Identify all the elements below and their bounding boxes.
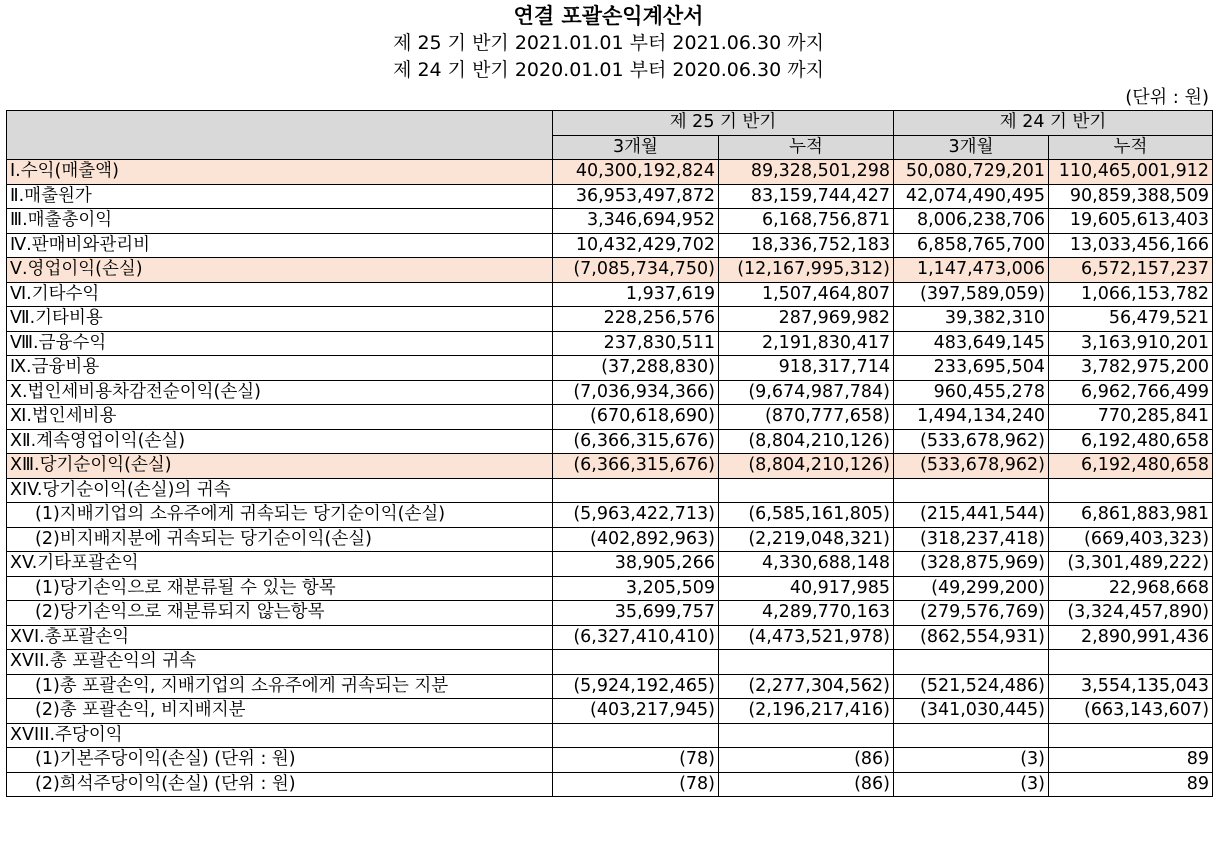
row-label: Ⅸ.금융비용 <box>7 356 553 381</box>
current-cumulative-value: 4,289,770,163 <box>719 601 894 626</box>
prior-cumulative-value: 6,962,766,499 <box>1049 380 1213 405</box>
current-3m-value: (5,924,192,465) <box>553 674 719 699</box>
header-prior-3m: 3개월 <box>894 135 1049 160</box>
current-3m-value: (5,963,422,713) <box>553 503 719 528</box>
prior-3m-value <box>894 478 1049 503</box>
table-row <box>7 748 1213 773</box>
current-3m-value: (7,036,934,366) <box>553 380 719 405</box>
row-label: (1)총 포괄손익, 지배기업의 소유주에게 귀속되는 지분 <box>7 674 553 699</box>
prior-3m-value: (49,299,200) <box>894 576 1049 601</box>
table-row <box>7 160 1213 185</box>
prior-cumulative-value: 770,285,841 <box>1049 405 1213 430</box>
current-cumulative-value: (4,473,521,978) <box>719 625 894 650</box>
current-3m-value: (7,085,734,750) <box>553 258 719 283</box>
prior-cumulative-value: 22,968,668 <box>1049 576 1213 601</box>
current-cumulative-value: (12,167,995,312) <box>719 258 894 283</box>
current-cumulative-value: 2,191,830,417 <box>719 331 894 356</box>
prior-cumulative-value: 3,782,975,200 <box>1049 356 1213 381</box>
current-3m-value <box>553 650 719 675</box>
current-cumulative-value: (2,196,217,416) <box>719 699 894 724</box>
row-label: Ⅰ.수익(매출액) <box>7 160 553 185</box>
current-3m-value: (670,618,690) <box>553 405 719 430</box>
table-row <box>7 478 1213 503</box>
table-row <box>7 209 1213 234</box>
row-label: (1)지배기업의 소유주에게 귀속되는 당기순이익(손실) <box>7 503 553 528</box>
header-account-cell <box>7 111 553 160</box>
current-cumulative-value: (86) <box>719 748 894 773</box>
current-3m-value: (37,288,830) <box>553 356 719 381</box>
table-row <box>7 503 1213 528</box>
table-row <box>7 601 1213 626</box>
prior-3m-value: (533,678,962) <box>894 454 1049 479</box>
prior-3m-value: (533,678,962) <box>894 429 1049 454</box>
current-cumulative-value: 1,507,464,807 <box>719 282 894 307</box>
row-label: Ⅱ.매출원가 <box>7 184 553 209</box>
prior-cumulative-value: 6,861,883,981 <box>1049 503 1213 528</box>
current-3m-value: (78) <box>553 772 719 797</box>
income-statement-table <box>6 110 1213 797</box>
row-label: Ⅲ.매출총이익 <box>7 209 553 234</box>
prior-3m-value <box>894 723 1049 748</box>
prior-period-range: 제 24 기 반기 2020.01.01 부터 2020.06.30 까지 <box>393 59 824 81</box>
current-cumulative-value: 287,969,982 <box>719 307 894 332</box>
table-row <box>7 356 1213 381</box>
table-row <box>7 258 1213 283</box>
prior-3m-value: (3) <box>894 748 1049 773</box>
prior-3m-value: 8,006,238,706 <box>894 209 1049 234</box>
row-label: ⅩⅢ.당기순이익(손실) <box>7 454 553 479</box>
current-cumulative-value <box>719 650 894 675</box>
prior-3m-value: 1,494,134,240 <box>894 405 1049 430</box>
header-current-3m: 3개월 <box>553 135 719 160</box>
prior-3m-value: (318,237,418) <box>894 527 1049 552</box>
current-3m-value <box>553 478 719 503</box>
row-label: (2)총 포괄손익, 비지배지분 <box>7 699 553 724</box>
current-cumulative-value: (870,777,658) <box>719 405 894 430</box>
prior-3m-value: (341,030,445) <box>894 699 1049 724</box>
header-current-period: 제 25 기 반기 <box>553 111 894 136</box>
prior-cumulative-value: 13,033,456,166 <box>1049 233 1213 258</box>
current-cumulative-value: (8,804,210,126) <box>719 454 894 479</box>
row-label: XVIII.주당이익 <box>7 723 553 748</box>
table-row <box>7 772 1213 797</box>
table-row <box>7 625 1213 650</box>
current-3m-value: 3,346,694,952 <box>553 209 719 234</box>
prior-cumulative-value: (3,301,489,222) <box>1049 552 1213 577</box>
table-row <box>7 552 1213 577</box>
header-prior-period: 제 24 기 반기 <box>894 111 1213 136</box>
prior-cumulative-value: 89 <box>1049 772 1213 797</box>
row-label: (2)비지배지분에 귀속되는 당기순이익(손실) <box>7 527 553 552</box>
current-cumulative-value <box>719 478 894 503</box>
current-3m-value: 228,256,576 <box>553 307 719 332</box>
current-3m-value: (6,327,410,410) <box>553 625 719 650</box>
table-row <box>7 405 1213 430</box>
current-3m-value: (403,217,945) <box>553 699 719 724</box>
prior-cumulative-value <box>1049 723 1213 748</box>
current-3m-value: 1,937,619 <box>553 282 719 307</box>
current-period-range: 제 25 기 반기 2021.01.01 부터 2021.06.30 까지 <box>393 32 824 54</box>
current-cumulative-value: 89,328,501,298 <box>719 160 894 185</box>
current-3m-value: 237,830,511 <box>553 331 719 356</box>
prior-3m-value: 6,858,765,700 <box>894 233 1049 258</box>
statement-title: 연결 포괄손익계산서 <box>513 4 704 28</box>
table-row <box>7 233 1213 258</box>
current-3m-value: 10,432,429,702 <box>553 233 719 258</box>
prior-cumulative-value: (3,324,457,890) <box>1049 601 1213 626</box>
row-label: XVI.총포괄손익 <box>7 625 553 650</box>
prior-cumulative-value: 6,192,480,658 <box>1049 429 1213 454</box>
current-cumulative-value <box>719 723 894 748</box>
table-row <box>7 723 1213 748</box>
current-cumulative-value: (2,277,304,562) <box>719 674 894 699</box>
row-label: Ⅹ.법인세비용차감전순이익(손실) <box>7 380 553 405</box>
prior-cumulative-value: (663,143,607) <box>1049 699 1213 724</box>
table-row <box>7 527 1213 552</box>
current-cumulative-value: (6,585,161,805) <box>719 503 894 528</box>
prior-cumulative-value: (669,403,323) <box>1049 527 1213 552</box>
prior-3m-value: (397,589,059) <box>894 282 1049 307</box>
current-3m-value: 35,699,757 <box>553 601 719 626</box>
prior-3m-value: (521,524,486) <box>894 674 1049 699</box>
prior-3m-value: 39,382,310 <box>894 307 1049 332</box>
header-prior-cumulative: 누적 <box>1049 135 1213 160</box>
current-3m-value: (6,366,315,676) <box>553 454 719 479</box>
current-cumulative-value: 18,336,752,183 <box>719 233 894 258</box>
prior-3m-value: (3) <box>894 772 1049 797</box>
current-3m-value: 40,300,192,824 <box>553 160 719 185</box>
row-label: (1)당기손익으로 재분류될 수 있는 항목 <box>7 576 553 601</box>
table-row <box>7 380 1213 405</box>
prior-3m-value <box>894 650 1049 675</box>
table-row <box>7 650 1213 675</box>
table-row <box>7 454 1213 479</box>
prior-cumulative-value: 110,465,001,912 <box>1049 160 1213 185</box>
prior-3m-value: 50,080,729,201 <box>894 160 1049 185</box>
row-label: ⅩⅡ.계속영업이익(손실) <box>7 429 553 454</box>
current-cumulative-value: (2,219,048,321) <box>719 527 894 552</box>
table-row <box>7 429 1213 454</box>
table-row <box>7 282 1213 307</box>
row-label: XVII.총 포괄손익의 귀속 <box>7 650 553 675</box>
unit-label: (단위 : 원) <box>1125 87 1209 108</box>
current-3m-value: 38,905,266 <box>553 552 719 577</box>
prior-cumulative-value: 6,192,480,658 <box>1049 454 1213 479</box>
table-row <box>7 307 1213 332</box>
prior-cumulative-value: 56,479,521 <box>1049 307 1213 332</box>
prior-cumulative-value: 90,859,388,509 <box>1049 184 1213 209</box>
current-3m-value: 36,953,497,872 <box>553 184 719 209</box>
row-label: Ⅶ.기타비용 <box>7 307 553 332</box>
current-cumulative-value: (86) <box>719 772 894 797</box>
table-row <box>7 184 1213 209</box>
prior-cumulative-value: 3,163,910,201 <box>1049 331 1213 356</box>
current-cumulative-value: (9,674,987,784) <box>719 380 894 405</box>
prior-3m-value: (862,554,931) <box>894 625 1049 650</box>
prior-3m-value: (279,576,769) <box>894 601 1049 626</box>
prior-cumulative-value: 6,572,157,237 <box>1049 258 1213 283</box>
prior-cumulative-value: 89 <box>1049 748 1213 773</box>
row-label: (1)기본주당이익(손실) (단위 : 원) <box>7 748 553 773</box>
current-cumulative-value: 918,317,714 <box>719 356 894 381</box>
current-cumulative-value: 83,159,744,427 <box>719 184 894 209</box>
row-label: Ⅷ.금융수익 <box>7 331 553 356</box>
prior-3m-value: 42,074,490,495 <box>894 184 1049 209</box>
current-3m-value <box>553 723 719 748</box>
prior-3m-value: 483,649,145 <box>894 331 1049 356</box>
prior-cumulative-value <box>1049 650 1213 675</box>
prior-3m-value: (215,441,544) <box>894 503 1049 528</box>
current-3m-value: (402,892,963) <box>553 527 719 552</box>
row-label: XIV.당기순이익(손실)의 귀속 <box>7 478 553 503</box>
row-label: (2)당기손익으로 재분류되지 않는항목 <box>7 601 553 626</box>
row-label: Ⅳ.판매비와관리비 <box>7 233 553 258</box>
prior-3m-value: 960,455,278 <box>894 380 1049 405</box>
prior-cumulative-value: 19,605,613,403 <box>1049 209 1213 234</box>
prior-cumulative-value <box>1049 478 1213 503</box>
row-label: Ⅺ.법인세비용 <box>7 405 553 430</box>
prior-cumulative-value: 2,890,991,436 <box>1049 625 1213 650</box>
table-row <box>7 674 1213 699</box>
table-row <box>7 331 1213 356</box>
table-row <box>7 699 1213 724</box>
current-3m-value: (6,366,315,676) <box>553 429 719 454</box>
prior-3m-value: 233,695,504 <box>894 356 1049 381</box>
row-label: (2)희석주당이익(손실) (단위 : 원) <box>7 772 553 797</box>
row-label: Ⅴ.영업이익(손실) <box>7 258 553 283</box>
row-label: Ⅵ.기타수익 <box>7 282 553 307</box>
current-3m-value: 3,205,509 <box>553 576 719 601</box>
table-row <box>7 576 1213 601</box>
prior-3m-value: 1,147,473,006 <box>894 258 1049 283</box>
header-current-cumulative: 누적 <box>719 135 894 160</box>
header-row-periods <box>7 111 1213 136</box>
prior-cumulative-value: 1,066,153,782 <box>1049 282 1213 307</box>
current-cumulative-value: 40,917,985 <box>719 576 894 601</box>
current-cumulative-value: 4,330,688,148 <box>719 552 894 577</box>
current-3m-value: (78) <box>553 748 719 773</box>
current-cumulative-value: (8,804,210,126) <box>719 429 894 454</box>
row-label: XV.기타포괄손익 <box>7 552 553 577</box>
current-cumulative-value: 6,168,756,871 <box>719 209 894 234</box>
prior-cumulative-value: 3,554,135,043 <box>1049 674 1213 699</box>
prior-3m-value: (328,875,969) <box>894 552 1049 577</box>
